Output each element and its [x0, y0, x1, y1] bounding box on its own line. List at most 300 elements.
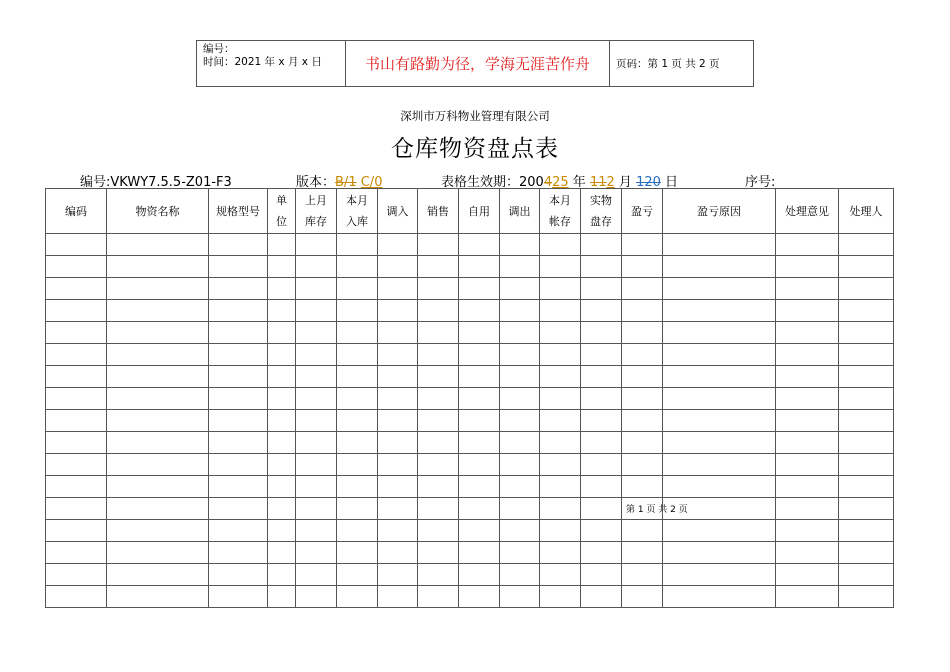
table-cell[interactable] — [378, 476, 418, 498]
table-cell[interactable] — [378, 410, 418, 432]
table-cell[interactable] — [296, 278, 337, 300]
table-cell[interactable] — [337, 300, 378, 322]
table-cell[interactable] — [839, 542, 894, 564]
table-cell[interactable] — [622, 234, 663, 256]
table-cell[interactable] — [663, 542, 776, 564]
table-cell[interactable] — [839, 234, 894, 256]
page-title: 仓库物资盘点表 — [391, 136, 559, 162]
table-cell[interactable] — [839, 300, 894, 322]
table-cell[interactable] — [107, 542, 209, 564]
table-cell[interactable] — [209, 322, 268, 344]
table-cell[interactable] — [378, 388, 418, 410]
table-cell[interactable] — [296, 542, 337, 564]
table-cell[interactable] — [418, 300, 459, 322]
table-cell[interactable] — [540, 322, 581, 344]
table-cell[interactable] — [209, 454, 268, 476]
table-cell[interactable] — [622, 278, 663, 300]
table-cell[interactable] — [46, 300, 107, 322]
table-cell[interactable] — [268, 388, 296, 410]
table-cell[interactable] — [418, 344, 459, 366]
table-cell[interactable] — [663, 432, 776, 454]
table-cell[interactable] — [540, 256, 581, 278]
table-cell[interactable] — [46, 366, 107, 388]
table-cell[interactable] — [839, 454, 894, 476]
table-cell[interactable] — [459, 564, 500, 586]
table-cell[interactable] — [663, 454, 776, 476]
table-cell[interactable] — [337, 410, 378, 432]
table-cell[interactable] — [540, 498, 581, 520]
table-cell[interactable] — [540, 300, 581, 322]
table-cell[interactable] — [268, 454, 296, 476]
table-cell[interactable] — [337, 256, 378, 278]
table-cell[interactable] — [459, 256, 500, 278]
column-header-text: 销售 — [427, 204, 449, 218]
table-cell[interactable] — [268, 278, 296, 300]
table-cell[interactable] — [839, 366, 894, 388]
table-cell[interactable] — [378, 432, 418, 454]
table-cell[interactable] — [46, 476, 107, 498]
table-cell[interactable] — [418, 476, 459, 498]
table-cell[interactable] — [107, 410, 209, 432]
table-cell[interactable] — [296, 586, 337, 608]
table-cell[interactable] — [626, 498, 776, 520]
table-cell[interactable] — [500, 520, 540, 542]
table-cell[interactable] — [776, 388, 839, 410]
table-cell[interactable] — [500, 586, 540, 608]
table-cell[interactable] — [46, 520, 107, 542]
table-cell[interactable] — [622, 300, 663, 322]
table-cell[interactable] — [581, 388, 622, 410]
table-cell[interactable] — [540, 564, 581, 586]
table-cell[interactable] — [459, 388, 500, 410]
table-cell[interactable] — [107, 520, 209, 542]
table-cell[interactable] — [663, 520, 776, 542]
table-cell[interactable] — [296, 300, 337, 322]
table-cell[interactable] — [540, 542, 581, 564]
table-cell[interactable] — [459, 278, 500, 300]
table-cell[interactable] — [839, 564, 894, 586]
table-cell[interactable] — [663, 366, 776, 388]
table-cell[interactable] — [296, 366, 337, 388]
table-cell[interactable] — [418, 498, 459, 520]
table-cell[interactable] — [107, 586, 209, 608]
table-cell[interactable] — [776, 278, 839, 300]
table-cell[interactable] — [622, 586, 663, 608]
table-cell[interactable] — [459, 322, 500, 344]
column-header — [776, 189, 839, 234]
column-header-text: 调入 — [386, 204, 409, 218]
table-cell[interactable] — [663, 476, 776, 498]
table-cell[interactable] — [500, 278, 540, 300]
table-cell[interactable] — [209, 586, 268, 608]
table-cell[interactable] — [296, 388, 337, 410]
table-cell[interactable] — [622, 344, 663, 366]
table-cell[interactable] — [581, 256, 622, 278]
table-cell[interactable] — [776, 564, 839, 586]
table-cell[interactable] — [418, 520, 459, 542]
table-cell[interactable] — [459, 410, 500, 432]
table-cell[interactable] — [378, 300, 418, 322]
table-cell[interactable] — [663, 564, 776, 586]
table-cell[interactable] — [839, 388, 894, 410]
table-cell[interactable] — [209, 344, 268, 366]
table-cell[interactable] — [500, 542, 540, 564]
table-cell[interactable] — [107, 454, 209, 476]
table-cell[interactable] — [378, 586, 418, 608]
version-new: C/0 — [360, 175, 383, 190]
table-cell[interactable] — [337, 520, 378, 542]
table-cell[interactable] — [622, 432, 663, 454]
table-cell[interactable] — [459, 366, 500, 388]
table-row — [46, 542, 894, 564]
table-cell[interactable] — [107, 256, 209, 278]
table-cell[interactable] — [46, 256, 107, 278]
table-cell[interactable] — [459, 586, 500, 608]
table-cell[interactable] — [418, 542, 459, 564]
column-header — [663, 189, 776, 234]
table-cell[interactable] — [296, 432, 337, 454]
table-cell[interactable] — [46, 344, 107, 366]
table-cell[interactable] — [500, 300, 540, 322]
table-cell[interactable] — [459, 432, 500, 454]
table-cell[interactable] — [378, 564, 418, 586]
table-cell[interactable] — [46, 564, 107, 586]
table-cell[interactable] — [776, 498, 839, 520]
table-cell[interactable] — [337, 432, 378, 454]
table-cell[interactable] — [581, 300, 622, 322]
table-cell[interactable] — [418, 278, 459, 300]
table-cell[interactable] — [839, 410, 894, 432]
table-row — [46, 432, 894, 454]
table-cell[interactable] — [107, 564, 209, 586]
table-cell[interactable] — [622, 520, 663, 542]
table-cell[interactable] — [268, 366, 296, 388]
table-cell[interactable] — [622, 542, 663, 564]
table-cell[interactable] — [839, 278, 894, 300]
table-cell[interactable] — [418, 322, 459, 344]
table-cell[interactable] — [209, 256, 268, 278]
table-row — [46, 410, 894, 432]
table-cell[interactable] — [776, 322, 839, 344]
table-cell[interactable] — [839, 476, 894, 498]
table-cell[interactable] — [776, 432, 839, 454]
table-cell[interactable] — [268, 322, 296, 344]
table-cell[interactable] — [418, 388, 459, 410]
table-cell[interactable] — [500, 322, 540, 344]
table-cell[interactable] — [839, 498, 894, 520]
column-header-text: 单 — [276, 194, 287, 207]
table-cell[interactable] — [209, 388, 268, 410]
table-cell[interactable] — [418, 432, 459, 454]
table-cell[interactable] — [540, 476, 581, 498]
table-cell[interactable] — [622, 322, 663, 344]
table-cell[interactable] — [268, 564, 296, 586]
table-cell[interactable] — [540, 366, 581, 388]
table-cell[interactable] — [46, 454, 107, 476]
table-cell[interactable] — [209, 432, 268, 454]
table-cell[interactable] — [107, 476, 209, 498]
table-cell[interactable] — [107, 278, 209, 300]
table-cell[interactable] — [581, 366, 622, 388]
table-cell[interactable] — [268, 300, 296, 322]
table-cell[interactable] — [268, 520, 296, 542]
table-cell[interactable] — [209, 234, 268, 256]
table-cell[interactable] — [296, 256, 337, 278]
table-cell[interactable] — [540, 454, 581, 476]
table-cell[interactable] — [107, 388, 209, 410]
table-cell[interactable] — [337, 542, 378, 564]
table-cell[interactable] — [418, 410, 459, 432]
table-cell[interactable] — [296, 520, 337, 542]
table-cell[interactable] — [459, 476, 500, 498]
table-cell[interactable] — [378, 322, 418, 344]
table-cell[interactable] — [418, 586, 459, 608]
table-cell[interactable] — [776, 410, 839, 432]
table-cell[interactable] — [500, 454, 540, 476]
table-cell[interactable] — [46, 432, 107, 454]
table-cell[interactable] — [776, 256, 839, 278]
table-cell[interactable] — [540, 410, 581, 432]
table-cell[interactable] — [622, 366, 663, 388]
table-cell[interactable] — [337, 322, 378, 344]
table-cell[interactable] — [107, 344, 209, 366]
table-cell[interactable] — [296, 344, 337, 366]
table-cell[interactable] — [209, 520, 268, 542]
table-cell[interactable] — [540, 432, 581, 454]
table-cell[interactable] — [663, 410, 776, 432]
column-header-text: 入库 — [346, 215, 368, 228]
table-row — [46, 234, 894, 256]
table-cell[interactable] — [839, 586, 894, 608]
table-cell[interactable] — [500, 498, 540, 520]
table-cell[interactable] — [500, 432, 540, 454]
table-cell[interactable] — [418, 564, 459, 586]
table-cell[interactable] — [663, 322, 776, 344]
table-cell[interactable] — [378, 344, 418, 366]
table-cell[interactable] — [663, 344, 776, 366]
table-cell[interactable] — [663, 278, 776, 300]
table-cell[interactable] — [581, 586, 622, 608]
table-cell[interactable] — [209, 366, 268, 388]
table-cell[interactable] — [378, 454, 418, 476]
table-row — [46, 300, 894, 322]
table-cell[interactable] — [296, 476, 337, 498]
table-cell[interactable] — [296, 234, 337, 256]
column-header-text: 盈亏 — [631, 204, 653, 218]
table-cell[interactable] — [622, 476, 663, 498]
table-cell[interactable] — [46, 322, 107, 344]
table-cell[interactable] — [500, 366, 540, 388]
table-cell[interactable] — [209, 498, 268, 520]
table-cell[interactable] — [459, 498, 500, 520]
table-cell[interactable] — [209, 476, 268, 498]
table-cell[interactable] — [540, 586, 581, 608]
table-cell[interactable] — [500, 344, 540, 366]
table-cell[interactable] — [581, 432, 622, 454]
table-cell[interactable] — [268, 498, 296, 520]
table-cell[interactable] — [540, 344, 581, 366]
table-cell[interactable] — [500, 388, 540, 410]
table-cell[interactable] — [46, 388, 107, 410]
table-cell[interactable] — [540, 278, 581, 300]
table-cell[interactable] — [107, 432, 209, 454]
table-cell[interactable] — [622, 388, 663, 410]
table-cell[interactable] — [209, 542, 268, 564]
table-cell[interactable] — [459, 542, 500, 564]
table-cell[interactable] — [337, 344, 378, 366]
table-cell[interactable] — [268, 256, 296, 278]
table-cell[interactable] — [500, 564, 540, 586]
table-cell[interactable] — [540, 520, 581, 542]
column-header — [296, 189, 337, 234]
table-cell[interactable] — [296, 322, 337, 344]
table-cell[interactable] — [337, 278, 378, 300]
table-cell[interactable] — [337, 476, 378, 498]
table-cell[interactable] — [459, 234, 500, 256]
motto: 书山有路勤为径，学海无涯苦作舟 — [346, 41, 610, 87]
table-cell[interactable] — [418, 234, 459, 256]
table-cell[interactable] — [378, 234, 418, 256]
column-header — [839, 189, 894, 234]
table-cell[interactable] — [107, 300, 209, 322]
table-cell[interactable] — [581, 476, 622, 498]
table-cell[interactable] — [500, 476, 540, 498]
table-header-row — [46, 189, 894, 234]
table-cell[interactable] — [622, 256, 663, 278]
table-cell[interactable] — [663, 234, 776, 256]
table-cell[interactable] — [839, 256, 894, 278]
table-cell[interactable] — [581, 454, 622, 476]
table-cell[interactable] — [839, 322, 894, 344]
table-cell[interactable] — [268, 586, 296, 608]
table-row — [46, 388, 894, 410]
table-cell[interactable] — [622, 454, 663, 476]
table-cell[interactable] — [337, 586, 378, 608]
column-header — [378, 189, 418, 234]
table-cell[interactable] — [500, 234, 540, 256]
table-cell[interactable] — [337, 366, 378, 388]
table-cell[interactable] — [581, 234, 622, 256]
table-cell[interactable] — [540, 388, 581, 410]
inventory-table — [45, 188, 894, 608]
table-cell[interactable] — [268, 410, 296, 432]
table-cell[interactable] — [776, 366, 839, 388]
table-cell[interactable] — [378, 256, 418, 278]
table-cell[interactable] — [378, 498, 418, 520]
table-cell[interactable] — [581, 344, 622, 366]
table-cell[interactable] — [500, 410, 540, 432]
table-cell[interactable] — [378, 278, 418, 300]
table-cell[interactable] — [378, 542, 418, 564]
table-cell[interactable] — [459, 300, 500, 322]
table-cell[interactable] — [296, 454, 337, 476]
table-cell[interactable] — [337, 234, 378, 256]
table-cell[interactable] — [776, 476, 839, 498]
table-cell[interactable] — [268, 234, 296, 256]
table-cell[interactable] — [776, 586, 839, 608]
table-cell[interactable] — [839, 344, 894, 366]
table-cell[interactable] — [540, 234, 581, 256]
table-cell[interactable] — [776, 542, 839, 564]
table-cell[interactable] — [296, 498, 337, 520]
serial-label: 序号: — [745, 175, 776, 190]
table-cell[interactable] — [337, 498, 378, 520]
table-cell[interactable] — [107, 234, 209, 256]
table-cell[interactable] — [663, 256, 776, 278]
table-cell[interactable] — [459, 344, 500, 366]
table-cell[interactable] — [663, 388, 776, 410]
table-cell[interactable] — [296, 564, 337, 586]
table-cell[interactable] — [418, 366, 459, 388]
table-cell[interactable] — [107, 322, 209, 344]
column-header-text: 实物 — [590, 194, 612, 207]
table-cell[interactable] — [268, 344, 296, 366]
table-cell[interactable] — [581, 498, 622, 520]
table-cell[interactable] — [209, 410, 268, 432]
column-header-text: 编码 — [65, 204, 87, 218]
table-cell[interactable] — [459, 454, 500, 476]
table-cell[interactable] — [46, 498, 107, 520]
table-cell[interactable] — [776, 454, 839, 476]
table-cell[interactable] — [46, 542, 107, 564]
table-cell[interactable] — [776, 520, 839, 542]
month-deleted: 11 — [589, 175, 607, 190]
table-cell[interactable] — [378, 520, 418, 542]
table-cell[interactable] — [663, 586, 776, 608]
table-cell[interactable] — [107, 498, 209, 520]
table-cell[interactable] — [581, 278, 622, 300]
table-cell[interactable] — [337, 454, 378, 476]
table-cell[interactable] — [296, 410, 337, 432]
table-cell[interactable] — [46, 410, 107, 432]
table-row — [46, 498, 894, 520]
table-cell[interactable] — [268, 432, 296, 454]
table-cell[interactable] — [776, 234, 839, 256]
table-cell[interactable] — [209, 278, 268, 300]
table-cell[interactable] — [418, 454, 459, 476]
table-cell[interactable] — [418, 256, 459, 278]
table-cell[interactable] — [776, 344, 839, 366]
table-cell[interactable] — [209, 564, 268, 586]
table-cell[interactable] — [209, 300, 268, 322]
table-cell[interactable] — [839, 520, 894, 542]
table-cell[interactable] — [581, 322, 622, 344]
table-row — [46, 366, 894, 388]
table-cell[interactable] — [776, 300, 839, 322]
table-cell[interactable] — [663, 300, 776, 322]
table-cell[interactable] — [581, 564, 622, 586]
table-cell[interactable] — [107, 366, 209, 388]
table-cell[interactable] — [268, 542, 296, 564]
year-deleted: 4 — [543, 175, 553, 190]
table-cell[interactable] — [581, 410, 622, 432]
table-cell[interactable] — [46, 278, 107, 300]
table-cell[interactable] — [268, 476, 296, 498]
column-header-text: 自用 — [468, 204, 490, 218]
table-cell[interactable] — [337, 388, 378, 410]
table-cell[interactable] — [622, 410, 663, 432]
table-cell[interactable] — [581, 542, 622, 564]
table-cell[interactable] — [46, 586, 107, 608]
table-cell[interactable] — [622, 564, 663, 586]
table-cell[interactable] — [581, 520, 622, 542]
table-cell[interactable] — [378, 366, 418, 388]
table-cell[interactable] — [459, 520, 500, 542]
table-cell[interactable] — [839, 432, 894, 454]
table-cell[interactable] — [337, 564, 378, 586]
table-cell[interactable] — [500, 256, 540, 278]
table-cell[interactable] — [46, 234, 107, 256]
